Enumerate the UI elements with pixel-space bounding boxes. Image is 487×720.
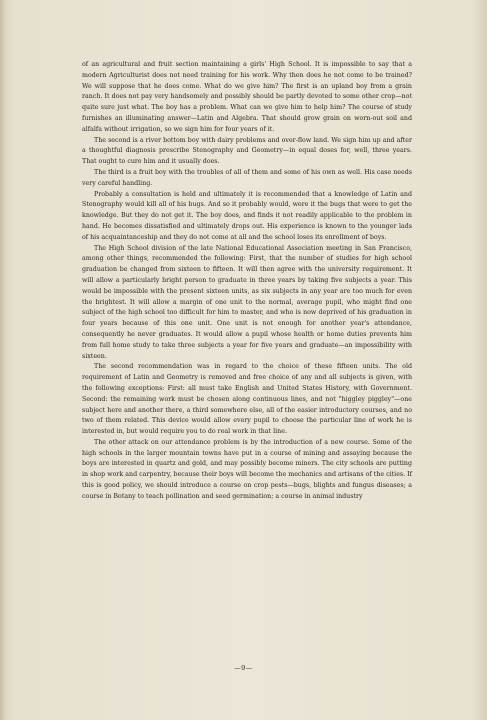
paragraph: The third is a fruit boy with the troubles of all of them and some of his own as well. His case needs very careful handling. [82,168,412,187]
page-number: —9— [234,664,253,672]
paragraph: of an agricultural and fruit section maintaining a girls' High School. It is impossible to say that a modern Agriculturist does not need training for his work. Why then does he not come to be trained? We will suppose that he does come. What do we give him? The first is an upland boy from a grain ranch. It does not pay very handsomely and possibly should be partly devoted to some other crop—not quite sure just what. The boy has a problem. What can we give him to help him? The course of study furnishes an illuminating answer—Latin and Algebra. That should grow grain on worn-out soil and alfalfa without irrigation, so we sign him for four years of it. [82,61,412,133]
paragraph: The High School division of the late National Educational Association meeting in San Francisco, among other things, recommended the following: First, that the number of studies for high school graduation be changed from sixteen to fifteen. It will then agree with the university requirement. It will allow a particularly bright person to graduate in three years by taking five subjects a year. This would be impossible with the present sixteen units, as six subjects in any year are too much for even the brightest. It will allow a margin of one unit to the normal, average pupil, who might find one subject of the high school too difficult for him to master, and who is now deprived of his graduation in four years because of this one unit. One unit is not enough for another year's attendance, consequently he never graduates. It would allow a pupil whose health or home duties prevents him from full home study to take three subjects a year for five years and graduate—an impossibility with sixteen. [82,244,412,360]
body-text [82,60,412,503]
paragraph: The second recommendation was in regard to the choice of these fifteen units. The old requirement of Latin and Geometry is removed and free choice of any and all subjects is given, with the following exceptions: First: all must take English and United States History, with Government. Second: the remaining work must be chosen along continuous lines, and not "higgley piggley"—one subject here and another there, a third somewhere else, all of the easier introductory courses, and no two of them related. This device would allow every pupil to choose the particular line of work he is interested in, but would require you to do real work in that line. [82,363,412,436]
paragraph: The second is a river bottom boy with dairy problems and over-flow land. We sign him up and after a thoughtful diagnosis prescribe Stenography and Geometry—in equal doses for, well, three years. That ought to cure him and it usually does. [82,136,412,166]
paragraph: The other attack on our attendance problem is by the introduction of a new course. Some of the high schools in the larger mountain towns have put in a course of mining and assaying because the boys are interested in quartz and gold, and may possibly become miners. The city schools are putting in shop work and carpentry, because their boys will become the mechanics and artisans of the cities. If this is good policy, we should introduce a course on crop pests—bugs, blights and fungus diseases; a course in Botany to teach pollination and seed germination; a course in animal industry [82,438,412,500]
paragraph: Probably a consultation is held and ultimately it is recommended that a knowledge of Latin and Stenography would kill all of his bugs. And so it probably would, were it the bugs that were to get the knowledge. But they do not get it. The boy does, and finds it not readily applicable to the problem in hand. He becomes dissatisfied and ultimately drops out. His experience is known to the younger lads of his acquaintanceship and they do not come at all and the school loses its enrollment of boys. [82,190,412,241]
